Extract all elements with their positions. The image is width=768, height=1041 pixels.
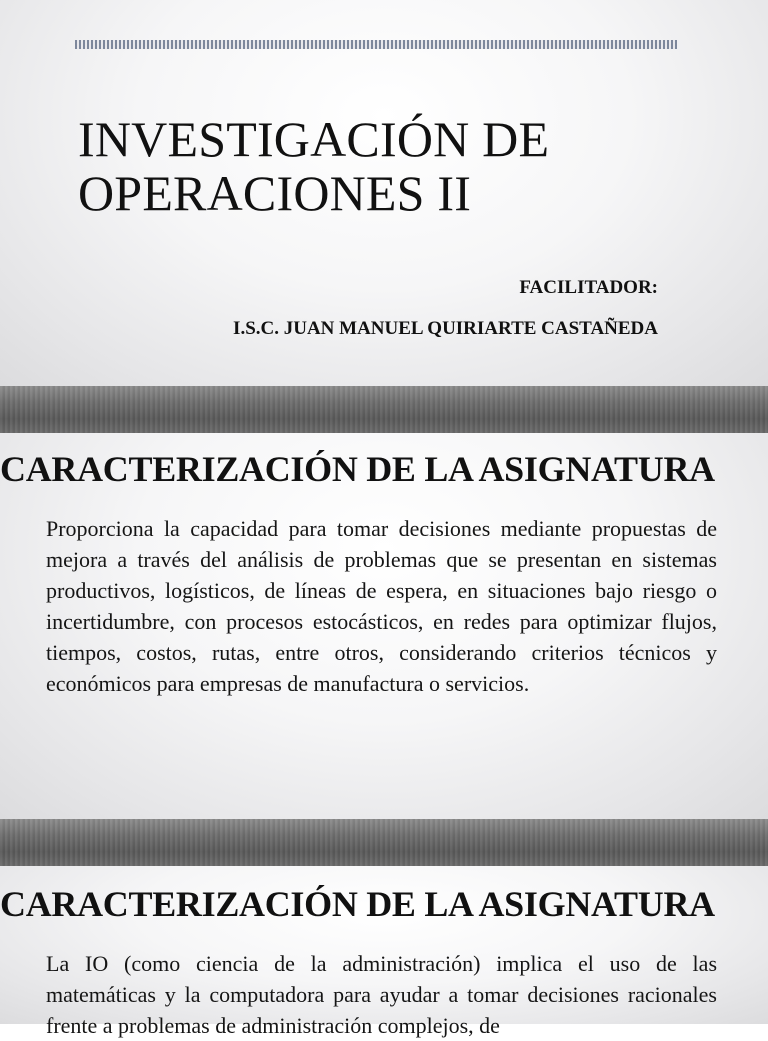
slide-heading: CARACTERIZACIÓN DE LA ASIGNATURA <box>0 449 715 489</box>
slide-heading: CARACTERIZACIÓN DE LA ASIGNATURA <box>0 884 715 924</box>
presentation-title <box>78 112 718 220</box>
slide-title <box>0 0 768 386</box>
slide-body-text: Proporciona la capacidad para tomar decisiones mediante propuestas de mejora a través del análisis de problemas que se presentan en sistemas productivos, logísticos, de líneas de espera, en situaciones bajo riesgo o incertidumbre, con procesos estocásticos, en redes para optimizar flujos, tiempos, costos, rutas, entre otros, considerando criterios técnicos y económicos para empresas de manufactura o servicios. <box>46 516 717 696</box>
decorative-stripe-bar <box>75 40 677 49</box>
title-line-2: OPERACIONES II <box>78 165 472 221</box>
slide-divider <box>0 819 768 866</box>
slide-divider <box>0 386 768 433</box>
slide-characterization-2 <box>0 866 768 1038</box>
slide-characterization-1 <box>0 433 768 819</box>
slide-body-text: La IO (como ciencia de la administración) implica el uso de las matemáticas y la computadora para ayudar a tomar decisiones racionales frente a problemas de administración complejos, de <box>46 951 717 1038</box>
facilitator-name: I.S.C. JUAN MANUEL QUIRIARTE CASTAÑEDA <box>233 318 658 339</box>
facilitator-label: FACILITADOR: <box>519 277 658 298</box>
title-line-1: INVESTIGACIÓN DE <box>78 111 550 167</box>
